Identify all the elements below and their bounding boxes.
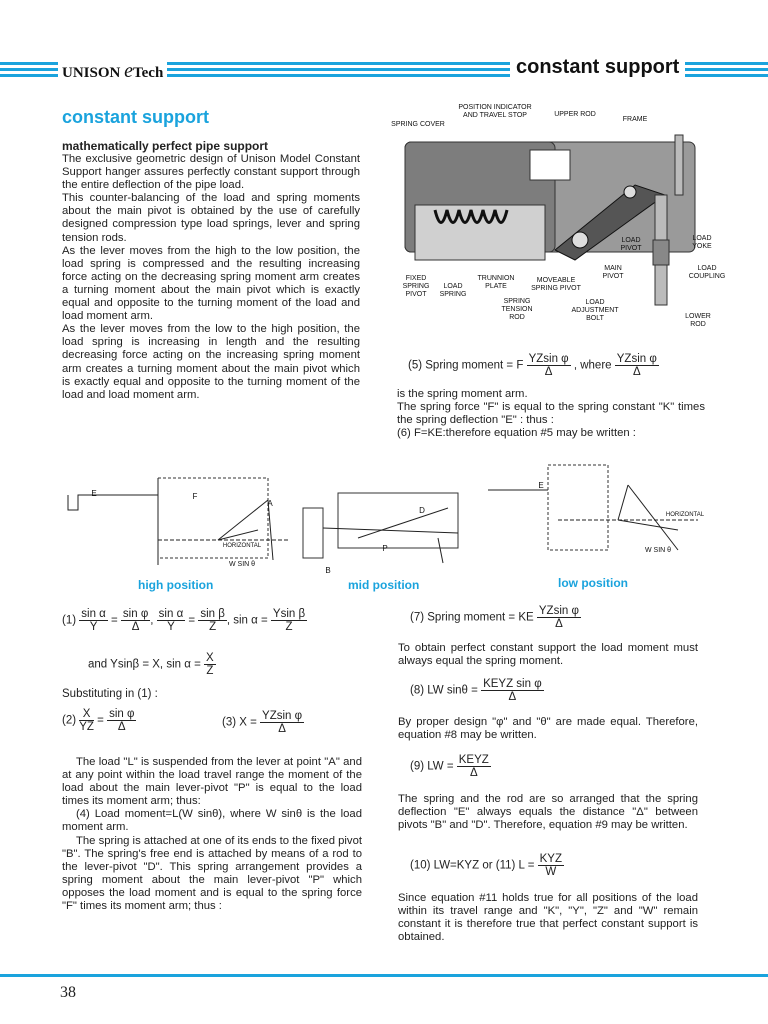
intro-paragraph: The exclusive geometric design of Unison Model Constant Support hanger assures perfectly constant support through the entire deflection of the pipe load. — [62, 153, 360, 192]
label-load-adjustment-bolt: LOAD ADJUSTMENT BOLT — [571, 299, 619, 322]
intro-paragraph: As the lever moves from the low to the high position, the load spring is increasing in length and the resulting decreasing force acting on the increasing spring moment arm creates a turning moment about the main pivot which is exactly equal and opposite to the turning moment of the load and load moment arm. — [62, 323, 360, 401]
paragraph-design: By proper design "φ" and "θ" are made equal. Therefore, equation #8 may be written. — [398, 716, 698, 742]
label-low-position: low position — [558, 576, 628, 590]
hp-label-A: A — [267, 499, 273, 508]
substituting-label: Substituting in (1) : — [62, 688, 158, 700]
intro-paragraph: This counter-balancing of the load and spring moments about the main pivot is obtained by the use of carefully designed compression type load springs, lever and spring tension rods. — [62, 192, 360, 244]
hp-label-horizontal: HORIZONTAL — [222, 543, 262, 549]
right-text-top — [397, 388, 705, 440]
hp-label-E: E — [91, 489, 97, 498]
brand-logo: UNISON eTech — [58, 60, 167, 83]
label-load-coupling: LOAD COUPLING — [688, 265, 726, 280]
label-spring-tension-rod: SPRING TENSION ROD — [501, 298, 533, 321]
equation-3: (3) X = $\frac{\text{YZsin φ}}{\Delta}$ — [222, 710, 303, 735]
label-load-yoke: LOAD YOKE — [692, 235, 712, 250]
section-title: constant support — [62, 107, 209, 127]
intro-paragraph: As the lever moves from the high to the low position, the load spring is compressed and the resulting increasing force acting on the decreasing spring moment arm creates a turning moment about the main pivot which is exactly equal and opposite to the turning moment of the load and load moment arm. — [62, 244, 360, 323]
label-lower-rod: LOWER ROD — [685, 313, 711, 328]
mp-label-B: B — [325, 566, 331, 575]
diagram-mid-position — [298, 488, 468, 568]
lp-label-E: E — [538, 481, 544, 490]
lp-label-horizontal: HORIZONTAL — [665, 512, 705, 518]
label-spring-cover: SPRING COVER — [391, 121, 445, 128]
equation-and: and Ysinβ = X, sin α = $\frac{X}{Z}$ — [88, 652, 214, 677]
hp-label-wsin: W SIN θ — [228, 561, 256, 568]
paragraph-spring: The spring and the rod are so arranged that the spring deflection "E" always equals the distance "Δ" between pivots "B" and "D". Therefore, equation #9 may be written. — [398, 793, 698, 832]
paragraph: (4) Load moment=L(W sinθ), where W sinθ is the load moment arm. — [62, 808, 362, 834]
label-upper-rod: UPPER ROD — [554, 111, 596, 118]
intro-text — [62, 153, 360, 402]
label-main-pivot: MAIN PIVOT — [602, 265, 624, 280]
label-load-pivot: LOAD PIVOT — [620, 237, 642, 252]
label-load-spring: LOAD SPRING — [439, 283, 467, 298]
equation-9: (9) LW = $\frac{\text{KEYZ}}{\Delta}$ — [410, 754, 489, 779]
label-high-position: high position — [138, 578, 214, 592]
paragraph: The spring force "F" is equal to the spring constant "K" times the spring deflection "E" : thus : — [397, 401, 705, 427]
equation-1: (1) $\frac{\text{sin α}}{Y}$ = $\frac{\text{sin φ}}{\Delta}$ , $\frac{\text{sin α}}{Y}$ = $\frac{\text{sin β}}{Z}$ , sin α = $\frac{\text{Ysin β}}{Z}$ — [62, 608, 306, 633]
diagram-high-position — [58, 470, 308, 575]
label-fixed-spring-pivot: FIXED SPRING PIVOT — [402, 275, 430, 298]
paragraph-final: Since equation #11 holds true for all positions of the load within its travel range and "K", "Y", "Z" and "W" remain constant it is therefore true that perfect constant support is obtained. — [398, 892, 698, 944]
subtitle: mathematically perfect pipe support — [62, 139, 269, 153]
footer-rule — [0, 974, 768, 977]
paragraph-obtain: To obtain perfect constant support the load moment must always equal the spring moment. — [398, 642, 698, 668]
mp-label-P: P — [382, 544, 388, 553]
label-moveable-spring-pivot: MOVEABLE SPRING PIVOT — [531, 277, 581, 292]
paragraph: The spring is attached at one of its ends to the fixed pivot "B". The spring's free end is attached by means of a rod to the lever-pivot "D". This spring arrangement provides a spring moment about the main lever-pivot "P" which opposes the load moment and is equal to the spring force "F" times its moment arm; thus : — [62, 834, 362, 913]
label-position-indicator: POSITION INDICATOR AND TRAVEL STOP — [458, 104, 532, 119]
equation-10-11: (10) LW=KYZ or (11) L = $\frac{\text{KYZ}}{W}$ — [410, 853, 562, 878]
lp-label-wsin: W SIN θ — [644, 547, 672, 554]
equation-2: (2) $\frac{X}{YZ}$ = $\frac{\text{sin φ}}{\Delta}$ — [62, 708, 135, 733]
equation-5: (5) Spring moment = F $\frac{\text{YZsin φ}}{\Delta}$ , where $\frac{\text{YZsin φ}}{\Delta}$ — [408, 353, 657, 378]
left-body-text — [62, 756, 362, 913]
hp-label-F: F — [192, 492, 198, 501]
label-trunnion-plate: TRUNNION PLATE — [477, 275, 515, 290]
hanger-cutaway-figure — [375, 100, 725, 345]
equation-7: (7) Spring moment = KE $\frac{\text{YZsin φ}}{\Delta}$ — [410, 605, 579, 630]
paragraph: (6) F=KE:therefore equation #5 may be written : — [397, 427, 636, 440]
mp-label-D: D — [419, 506, 425, 515]
header-title: constant support — [510, 56, 685, 79]
label-frame: FRAME — [622, 116, 648, 123]
page-number: 38 — [60, 984, 76, 1001]
paragraph: is the spring moment arm. — [397, 388, 528, 400]
equation-8: (8) LW sinθ = $\frac{\text{KEYZ sin φ}}{\Delta}$ — [410, 678, 542, 703]
label-mid-position: mid position — [348, 578, 420, 592]
paragraph: The load "L" is suspended from the lever at point "A" and at any point within the load travel range the moment of the load about the main lever-pivot "P" is equal to the load times its moment arm; thus: — [62, 756, 362, 808]
